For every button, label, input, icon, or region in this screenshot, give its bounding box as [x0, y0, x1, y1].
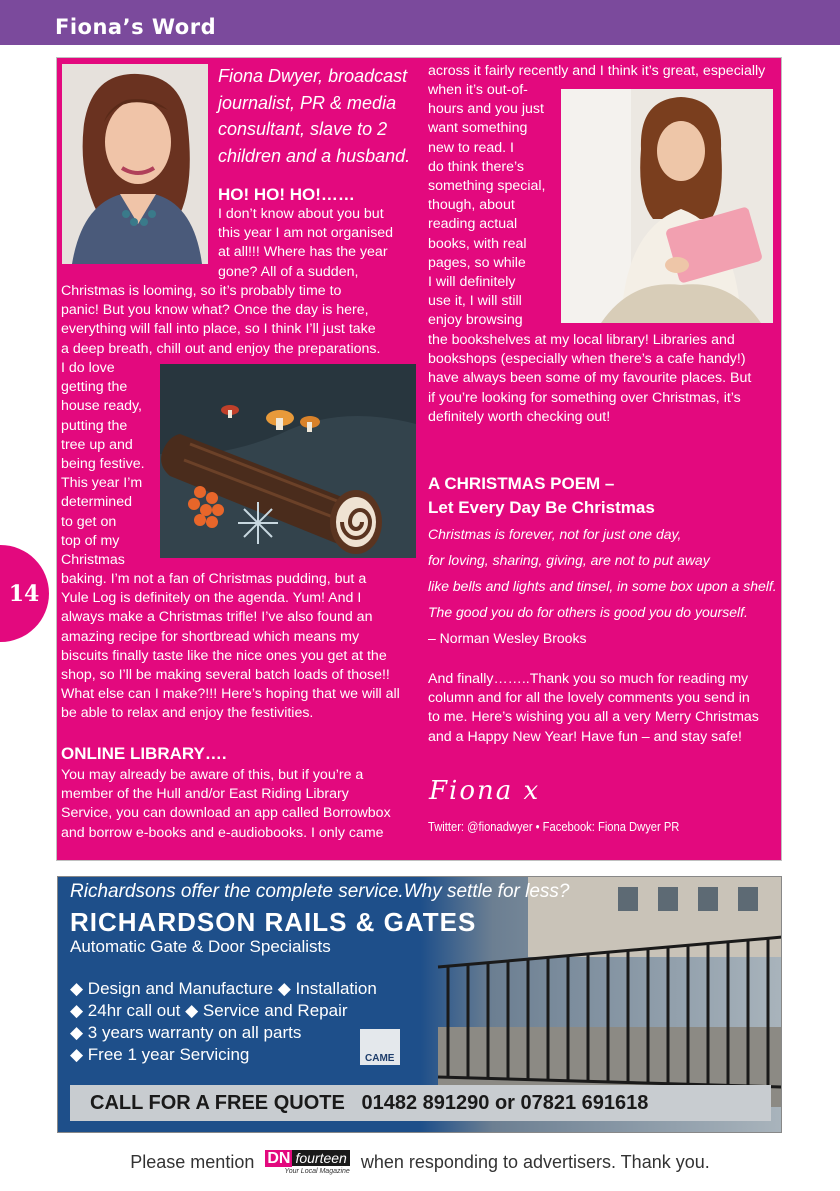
page-number: 14: [8, 581, 40, 607]
ad-service-line: ◆ Free 1 year Servicing: [70, 1045, 250, 1064]
poem-line: for loving, sharing, giving, are not to put away: [428, 552, 710, 568]
poem-line: Christmas is forever, not for just one day,: [428, 526, 682, 542]
column2-side-text: [428, 81, 558, 331]
text-line: always make a Christmas trifle! I’ve also found an: [61, 609, 373, 626]
ad-service-line: ◆ Design and Manufacture ◆ Installation: [70, 979, 377, 998]
text-line: I do love: [61, 360, 115, 376]
closing-paragraph: [428, 670, 783, 747]
byline: [218, 63, 418, 169]
text-line: putting the: [61, 417, 128, 434]
text-line: at all!!! Where has the year: [218, 244, 388, 261]
text-line: this year I am not organised: [218, 225, 394, 242]
text-line: reading actual: [428, 216, 518, 233]
text-line: tree up and: [61, 436, 133, 453]
text-line: have always been some of my favourite places. But: [428, 370, 752, 387]
text-line: shop, so I’ll be making several batch loads of those!!: [61, 667, 390, 684]
page-title: Fiona’s Word: [55, 15, 217, 39]
text-line: everything will fall into place, so I think I’ll just take: [61, 321, 376, 338]
poem-heading: [428, 472, 655, 520]
text-line: and a Happy New Year! Have fun – and stay safe!: [428, 728, 742, 745]
text-line: hours and you just: [428, 101, 544, 118]
footer: [0, 1149, 840, 1177]
text-line: the bookshelves at my local library! Libraries and: [428, 332, 735, 348]
ad-services: [70, 978, 377, 1066]
article-panel: [56, 57, 782, 861]
ad-cta: CALL FOR A FREE QUOTE 01482 891290 or 07821 691618: [90, 1092, 649, 1114]
poem-heading-line2: Let Every Day Be Christmas: [428, 498, 655, 517]
came-logo: CAME: [365, 1053, 395, 1064]
footer-text-before: Please mention: [130, 1151, 255, 1172]
text-line: to get on: [61, 513, 117, 530]
text-line: do think there’s: [428, 158, 524, 175]
richardson-ad: [57, 876, 782, 1133]
text-line: Christmas: [61, 552, 125, 569]
ad-service-line: ◆ 24hr call out ◆ Service and Repair: [70, 1001, 348, 1020]
author-name: Fiona Dwyer,: [218, 66, 324, 86]
text-line: be able to relax and enjoy the festivities.: [61, 705, 314, 722]
ad-company-name: RICHARDSON RAILS & GATES: [70, 907, 477, 937]
text-line: bookshops (especially when there’s a cafe handy!): [428, 351, 746, 368]
section1-paragraph: [61, 282, 416, 359]
text-line: column and for all the lovely comments you send in: [428, 690, 750, 707]
text-line: and borrow e-books and e-audiobooks. I only came: [61, 824, 384, 841]
text-line: gone? All of a sudden,: [218, 263, 359, 280]
text-line: You may already be aware of this, but if you’re a: [61, 767, 364, 783]
text-line: something special,: [428, 178, 546, 195]
footer-text-after: when responding to advertisers. Thank you.: [360, 1151, 710, 1172]
poem-line: like bells and lights and tinsel, in some box upon a shelf.: [428, 578, 777, 594]
column2-continued: [428, 331, 778, 427]
text-line: a deep breath, chill out and enjoy the preparations.: [61, 340, 381, 357]
text-line: Service, you can download an app called Borrowbox: [61, 805, 391, 822]
section1-side-text: [61, 359, 157, 570]
logo-dn: DN: [267, 1150, 291, 1167]
section-heading-ho-ho-ho: HO! HO! HO!……: [218, 185, 355, 204]
poem-line: The good you do for others is good you do yourself.: [428, 604, 748, 620]
byline-line: consultant, slave to 2: [218, 119, 388, 139]
social-links: Twitter: @fionadwyer • Facebook: Fiona Dwyer PR: [428, 819, 680, 834]
poem-author: – Norman Wesley Brooks: [428, 630, 587, 646]
text-line: use it, I will still: [428, 293, 522, 310]
text-line: biscuits finally taste like the nice ones you get at the: [61, 647, 387, 664]
text-line: getting the: [61, 379, 128, 396]
ad-service-line: ◆ 3 years warranty on all parts: [70, 1023, 302, 1042]
logo-subtitle: Your Local Magazine: [284, 1168, 350, 1175]
text-line: house ready,: [61, 398, 142, 415]
ad-subtitle: Automatic Gate & Door Specialists: [70, 937, 331, 956]
author-portrait: [62, 64, 208, 264]
byline-line: journalist, PR & media: [218, 92, 397, 113]
text-line: Christmas is looming, so it’s probably time to: [61, 283, 342, 299]
dn-fourteen-logo: [265, 1147, 349, 1175]
byline-line: children and a husband.: [218, 145, 411, 166]
woman-reading-photo: [561, 89, 773, 323]
byline-line: broadcast: [328, 66, 408, 86]
text-line: I don’t know about you but: [218, 206, 384, 222]
text-line: amazing recipe for shortbread which means my: [61, 628, 360, 645]
text-line: determined: [61, 494, 132, 511]
text-line: though, about: [428, 197, 515, 214]
text-line: definitely worth checking out!: [428, 408, 611, 425]
section-heading-online-library: ONLINE LIBRARY….: [61, 744, 227, 763]
poem-heading-line1: A CHRISTMAS POEM –: [428, 474, 615, 493]
text-line: pages, so while: [428, 254, 526, 271]
text-line: member of the Hull and/or East Riding Library: [61, 786, 349, 803]
text-line: when it’s out-of-: [428, 82, 528, 98]
logo-fourteen: fourteen: [292, 1150, 349, 1166]
text-line: being festive.: [61, 456, 145, 473]
text-line: I will definitely: [428, 274, 516, 291]
column2-top-line: across it fairly recently and I think it’s great, especially: [428, 63, 766, 79]
text-line: And finally……..Thank you so much for reading my: [428, 671, 749, 687]
signature: Fiona x: [429, 776, 541, 806]
section1-intro: [218, 205, 408, 282]
ad-tagline: Richardsons offer the complete service.Why settle for less?: [70, 881, 570, 902]
text-line: Yule Log is definitely on the agenda. Yum! And I: [61, 590, 362, 607]
text-line: baking. I’m not a fan of Christmas pudding, but a: [61, 571, 367, 587]
text-line: This year I’m: [61, 475, 143, 492]
yule-log-photo: [160, 364, 416, 558]
text-line: to me. Here’s wishing you all a very Merry Christmas: [428, 709, 759, 726]
text-line: panic! But you know what? Once the day is here,: [61, 302, 369, 319]
section2-paragraph: [61, 766, 421, 843]
text-line: top of my: [61, 532, 120, 549]
text-line: books, with real: [428, 235, 527, 252]
text-line: new to read. I: [428, 139, 514, 156]
text-line: enjoy browsing: [428, 312, 523, 329]
section1-continued: [61, 570, 421, 724]
text-line: What else can I make?!!! Here’s hoping that we will all: [61, 686, 400, 703]
text-line: if you’re looking for something over Christmas, it’s: [428, 389, 741, 406]
poem-body: [428, 521, 783, 651]
text-line: want something: [428, 120, 528, 137]
